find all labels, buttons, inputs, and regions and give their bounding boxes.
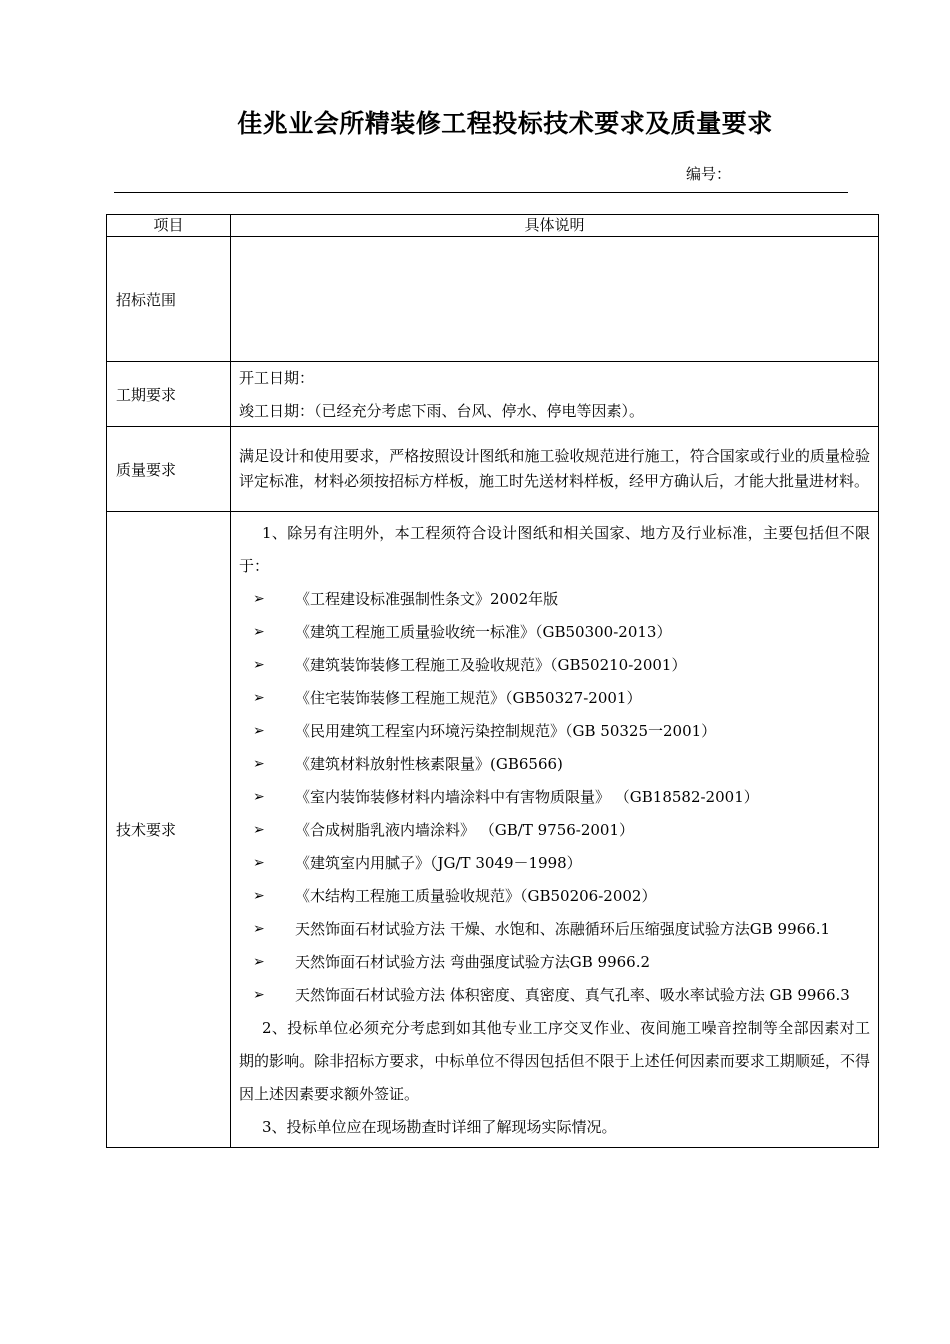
standard-item <box>239 682 870 715</box>
standard-text: 《木结构工程施工质量验收规范》（GB50206-2002） <box>295 887 657 905</box>
standard-text: 《建筑装饰装修工程施工及验收规范》（GB50210-2001） <box>295 656 687 674</box>
arrow-bullet-icon: ➢ <box>253 756 265 772</box>
arrow-bullet-icon: ➢ <box>253 855 265 871</box>
schedule-content <box>231 362 879 427</box>
technical-intro: 1、除另有注明外，本工程须符合设计图纸和相关国家、地方及行业标准，主要包括但不限于： <box>239 524 870 575</box>
document-number-label: 编号： <box>686 165 732 183</box>
standard-text: 《建筑材料放射性核素限量》(GB6566) <box>295 755 563 773</box>
bidding-scope-label: 招标范围 <box>107 237 231 362</box>
standard-item <box>239 748 870 781</box>
standard-item <box>239 781 870 814</box>
standard-item <box>239 913 870 946</box>
quality-content: 满足设计和使用要求，严格按照设计图纸和施工验收规范进行施工，符合国家或行业的质量检验评定标准，材料必须按招标方样板，施工时先送材料样板，经甲方确认后，才能大批量进材料。 <box>231 427 879 512</box>
document-title: 佳兆业会所精装修工程投标技术要求及质量要求 <box>237 109 773 138</box>
standard-item <box>239 814 870 847</box>
standard-item <box>239 847 870 880</box>
row-quality <box>107 427 879 512</box>
standard-text: 《室内装饰装修材料内墙涂料中有害物质限量》 （GB18582-2001） <box>295 788 759 806</box>
standard-text: 《住宅装饰装修工程施工规范》（GB50327-2001） <box>295 689 642 707</box>
standard-text: 《民用建筑工程室内环境污染控制规范》（GB 50325一2001） <box>295 722 717 740</box>
technical-para-2: 2、投标单位必须充分考虑到如其他专业工序交叉作业、夜间施工噪音控制等全部因素对工期的影响。除非招标方要求，中标单位不得因包括但不限于上述任何因素而要求工期顺延，不得因上述因素要求额外签证。 <box>239 1019 870 1103</box>
arrow-bullet-icon: ➢ <box>253 954 265 970</box>
standard-text: 《建筑室内用腻子》（JG/T 3049－1998） <box>295 854 582 872</box>
standard-item <box>239 715 870 748</box>
header-description: 具体说明 <box>231 215 879 237</box>
arrow-bullet-icon: ➢ <box>253 789 265 805</box>
standard-text: 天然饰面石材试验方法 干燥、水饱和、冻融循环后压缩强度试验方法GB 9966.1 <box>295 920 831 938</box>
standard-text: 天然饰面石材试验方法 弯曲强度试验方法GB 9966.2 <box>295 953 651 971</box>
arrow-bullet-icon: ➢ <box>253 657 265 673</box>
arrow-bullet-icon: ➢ <box>253 723 265 739</box>
arrow-bullet-icon: ➢ <box>253 888 265 904</box>
header-item: 项目 <box>107 215 231 237</box>
row-schedule <box>107 362 879 427</box>
bidding-scope-content <box>231 237 879 362</box>
standard-item <box>239 616 870 649</box>
arrow-bullet-icon: ➢ <box>253 690 265 706</box>
standard-item <box>239 583 870 616</box>
standard-text: 《合成树脂乳液内墙涂料》 （GB/T 9756-2001） <box>295 821 635 839</box>
schedule-label: 工期要求 <box>107 362 231 427</box>
table-header-row <box>107 215 879 237</box>
standard-item <box>239 946 870 979</box>
row-technical <box>107 512 879 1148</box>
arrow-bullet-icon: ➢ <box>253 624 265 640</box>
standard-item <box>239 979 870 1012</box>
standard-text: 《工程建设标准强制性条文》2002年版 <box>295 590 559 608</box>
technical-content <box>231 512 879 1148</box>
start-date: 开工日期： <box>239 369 315 387</box>
title-divider <box>114 192 848 193</box>
technical-label: 技术要求 <box>107 512 231 1148</box>
arrow-bullet-icon: ➢ <box>253 591 265 607</box>
arrow-bullet-icon: ➢ <box>253 822 265 838</box>
arrow-bullet-icon: ➢ <box>253 921 265 937</box>
standard-item <box>239 649 870 682</box>
standards-list <box>239 583 870 1012</box>
standard-text: 天然饰面石材试验方法 体积密度、真密度、真气孔率、吸水率试验方法 GB 9966.3 <box>295 986 850 1004</box>
requirements-table <box>106 214 879 1148</box>
row-bidding-scope <box>107 237 879 362</box>
quality-label: 质量要求 <box>107 427 231 512</box>
completion-date: 竣工日期：（已经充分考虑下雨、台风、停水、停电等因素）。 <box>239 402 645 420</box>
technical-para-3: 3、投标单位应在现场勘查时详细了解现场实际情况。 <box>262 1118 617 1136</box>
standard-item <box>239 880 870 913</box>
standard-text: 《建筑工程施工质量验收统一标准》（GB50300-2013） <box>295 623 672 641</box>
arrow-bullet-icon: ➢ <box>253 987 265 1003</box>
